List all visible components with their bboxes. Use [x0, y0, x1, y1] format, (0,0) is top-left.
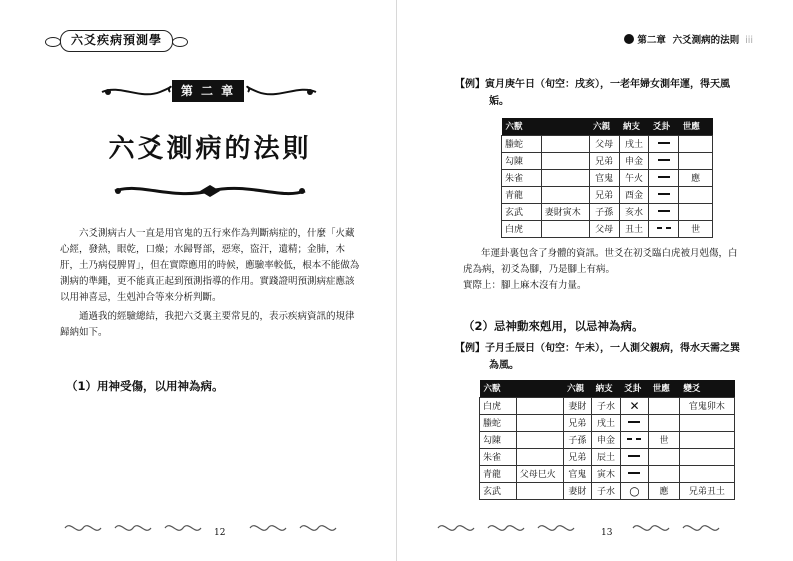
paragraph-1: 六爻測病古人一直是用官鬼的五行來作為判斷病症的，什麼「火藏心經，發熱，眼乾，口燥；水歸腎部，惡寒，盜汗，遺精；金肺，木肝，土乃病侵脾胃」，但在實際應用的時候，應驗率較低，根本不能做為測病的準繩，更不能真正起到預測指導的作用。實踐證明預測病症應該以用神喜忌，生剋沖合等來分析判斷。: [60, 228, 360, 303]
cell-relative: 妻財: [563, 482, 592, 499]
cell-change: 官鬼卯木: [679, 397, 734, 414]
table-row: [502, 186, 713, 203]
cell-line: ✕: [620, 397, 649, 414]
header-faint: iii: [745, 35, 753, 46]
cell-branch: 申金: [592, 431, 621, 448]
cell-relative: 父母: [589, 135, 619, 152]
cell-beast: 朱雀: [480, 448, 517, 465]
cell-line: [620, 448, 649, 465]
paragraph-2: 通過我的經驗總結，我把六爻裏主要常見的，表示疾病資訊的規律歸納如下。: [60, 311, 355, 338]
cell-mark: [679, 135, 713, 152]
title-underline-flourish: [110, 180, 310, 202]
cell-branch: 酉金: [619, 186, 649, 203]
cell-change: [679, 465, 734, 482]
cell-relative: 兄弟: [563, 414, 592, 431]
col-header: 納支: [619, 118, 649, 135]
section-heading-2: （2）忌神動來剋用，以忌神為病。: [463, 319, 644, 333]
cell-branch: 子水: [592, 397, 621, 414]
example-2-line-1: 【例】子月壬辰日（旬空：午未），一人測父親病，得水天需之巽: [455, 343, 740, 354]
cell-branch: 申金: [619, 152, 649, 169]
cell-line: [620, 414, 649, 431]
yang-line-icon: [628, 421, 640, 423]
col-header: 六親: [563, 380, 592, 397]
analysis-text: [463, 246, 783, 294]
cell-hidden: [541, 186, 589, 203]
col-header: 世應: [679, 118, 713, 135]
cell-mark: 世: [649, 431, 680, 448]
running-header: [624, 32, 753, 46]
example-2-line-2: 為風。: [489, 360, 519, 371]
table-row: [480, 448, 735, 465]
cell-hidden: [541, 220, 589, 237]
cell-beast: 玄武: [480, 482, 517, 499]
cell-mark: [679, 152, 713, 169]
cell-branch: 戌土: [619, 135, 649, 152]
cell-hidden: 妻財寅木: [541, 203, 589, 220]
cell-branch: 丑土: [619, 220, 649, 237]
cell-change: [679, 431, 734, 448]
analysis-line-2: 虎為病，初爻為腳，乃是腳上有病。: [463, 264, 616, 275]
cell-relative: 官鬼: [589, 169, 619, 186]
cell-line: [649, 186, 679, 203]
cell-beast: 青龍: [502, 186, 542, 203]
col-header: 變爻: [679, 380, 734, 397]
cell-line: [649, 169, 679, 186]
cell-mark: 應: [679, 169, 713, 186]
cell-hidden: [541, 152, 589, 169]
cell-relative: 父母: [589, 220, 619, 237]
header-chapter: 第二章: [637, 35, 666, 46]
right-page: [397, 0, 793, 561]
cell-branch: 辰土: [592, 448, 621, 465]
yang-line-icon: [658, 142, 670, 144]
cell-hidden: [516, 397, 563, 414]
yang-line-icon: [628, 472, 640, 474]
cell-line: [649, 203, 679, 220]
cell-beast: 勾陳: [480, 431, 517, 448]
section-heading-1: （1）用神受傷，以用神為病。: [66, 379, 224, 393]
book-title: 六爻疾病預測學: [60, 30, 173, 52]
cell-relative: 子孫: [563, 431, 592, 448]
bottom-ornament-left: [60, 520, 360, 536]
table-row: [502, 169, 713, 186]
table-row: [502, 152, 713, 169]
cell-mark: [649, 448, 680, 465]
col-header: 爻卦: [649, 118, 679, 135]
col-header: 世應: [649, 380, 680, 397]
header-title: 六爻測病的法則: [672, 35, 740, 46]
table-row: [502, 220, 713, 237]
chapter-label: 第 二 章: [172, 80, 244, 102]
cell-change: [679, 448, 734, 465]
cell-mark: [649, 414, 680, 431]
cell-beast: 朱雀: [502, 169, 542, 186]
page-number-left: 12: [214, 528, 226, 538]
cell-mark: 應: [649, 482, 680, 499]
table-row: [502, 203, 713, 220]
hexagram-table-1: [501, 118, 713, 238]
cell-beast: 螣蛇: [480, 414, 517, 431]
cell-hidden: [516, 431, 563, 448]
yin-line-icon: [657, 227, 671, 229]
example-1: [455, 76, 775, 110]
cell-change: [679, 414, 734, 431]
table-2-header: [480, 380, 735, 397]
table-row: [480, 431, 735, 448]
cell-relative: 妻財: [563, 397, 592, 414]
cell-hidden: [516, 448, 563, 465]
chapter-title: 六爻測病的法則: [108, 134, 312, 164]
yang-line-icon: [628, 455, 640, 457]
col-header: [541, 118, 589, 135]
col-header: 爻卦: [620, 380, 649, 397]
cell-relative: 兄弟: [589, 152, 619, 169]
cell-hidden: [541, 169, 589, 186]
cell-relative: 子孫: [589, 203, 619, 220]
cell-beast: 白虎: [480, 397, 517, 414]
cell-relative: 兄弟: [563, 448, 592, 465]
cell-line: [620, 431, 649, 448]
analysis-line-1: 年運卦裏包含了身體的資訊。世爻在初爻臨白虎被月剋傷，白: [481, 248, 738, 259]
cell-branch: 寅木: [592, 465, 621, 482]
cell-mark: [649, 397, 680, 414]
cell-mark: 世: [679, 220, 713, 237]
col-header: 六獸: [502, 118, 542, 135]
cell-change: 兄弟丑土: [679, 482, 734, 499]
hexagram-table-2: [479, 380, 735, 500]
cell-line: [620, 465, 649, 482]
cell-line: [649, 135, 679, 152]
col-header: 六親: [589, 118, 619, 135]
yang-line-icon: [658, 193, 670, 195]
yang-line-icon: [658, 176, 670, 178]
cell-mark: [679, 186, 713, 203]
table-row: [480, 465, 735, 482]
cell-branch: 戌土: [592, 414, 621, 431]
cell-branch: 亥水: [619, 203, 649, 220]
bullet-icon: [624, 34, 634, 44]
cell-line: [649, 152, 679, 169]
left-page: [0, 0, 396, 561]
yang-line-icon: [658, 210, 670, 212]
cell-beast: 白虎: [502, 220, 542, 237]
cell-relative: 兄弟: [589, 186, 619, 203]
example-1-line-2: 姤。: [489, 96, 509, 107]
col-header: [516, 380, 563, 397]
cell-line: [649, 220, 679, 237]
col-header: 納支: [592, 380, 621, 397]
analysis-line-3: 實際上：腳上麻木沒有力量。: [463, 280, 587, 291]
table-1-header: [502, 118, 713, 135]
example-1-line-1: 【例】寅月庚午日（旬空：戌亥），一老年婦女測年運，得天風: [455, 79, 730, 90]
col-header: 六獸: [480, 380, 517, 397]
cell-line: ○: [620, 482, 649, 499]
cell-hidden: [541, 135, 589, 152]
cell-beast: 勾陳: [502, 152, 542, 169]
cell-mark: [649, 465, 680, 482]
yin-line-icon: [627, 438, 641, 440]
cell-branch: 午火: [619, 169, 649, 186]
cell-beast: 螣蛇: [502, 135, 542, 152]
intro-text: [60, 226, 360, 344]
table-row: [502, 135, 713, 152]
cell-branch: 子水: [592, 482, 621, 499]
cell-hidden: 父母巳火: [516, 465, 563, 482]
cell-relative: 官鬼: [563, 465, 592, 482]
example-2: [455, 340, 785, 374]
cell-beast: 青龍: [480, 465, 517, 482]
bottom-ornament-right: [433, 520, 763, 536]
cell-beast: 玄武: [502, 203, 542, 220]
yang-line-icon: [658, 159, 670, 161]
table-row: [480, 397, 735, 414]
cell-mark: [679, 203, 713, 220]
table-row: [480, 482, 735, 499]
page-number-right: 13: [601, 528, 613, 538]
table-row: [480, 414, 735, 431]
cell-hidden: [516, 414, 563, 431]
cell-hidden: [516, 482, 563, 499]
